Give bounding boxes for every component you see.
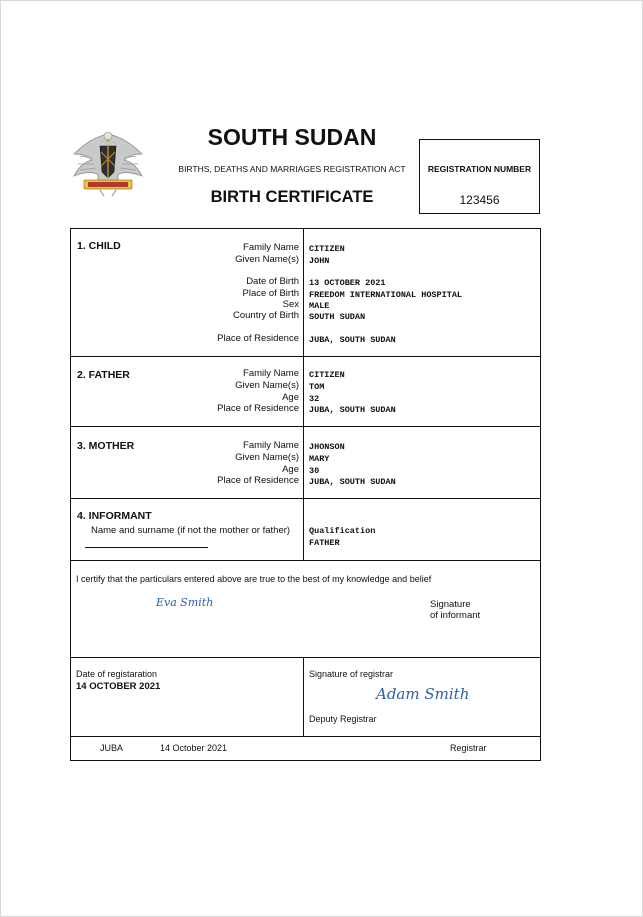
document-title: BIRTH CERTIFICATE	[210, 188, 374, 206]
child-date-of-birth-label: Date of Birth	[246, 276, 299, 287]
child-residence-label: Place of Residence	[217, 333, 299, 344]
child-place-of-birth-value: FREEDOM INTERNATIONAL HOSPITAL	[309, 290, 463, 300]
registration-number-value: 123456	[459, 193, 500, 207]
child-sex-label: Sex	[282, 299, 299, 310]
deputy-registrar-label: Deputy Registrar	[309, 714, 377, 724]
registration-number-label: REGISTRATION NUMBER	[427, 164, 532, 174]
divider	[71, 657, 540, 658]
child-place-of-birth-label: Place of Birth	[242, 288, 299, 299]
registrar-signature-label: Signature of registrar	[309, 669, 394, 679]
informant-qualification-label: Qualification	[309, 526, 376, 536]
certification-statement: I certify that the particulars entered above are true to the best of my knowledge and belief	[76, 574, 432, 584]
mother-residence-value: JUBA, SOUTH SUDAN	[309, 477, 396, 487]
father-residence-label: Place of Residence	[217, 403, 299, 414]
footer-role: Registrar	[450, 743, 487, 753]
column-divider	[303, 229, 304, 560]
informant-name-line	[85, 547, 208, 548]
mother-age-value: 30	[309, 466, 320, 476]
registration-date-value: 14 OCTOBER 2021	[76, 681, 161, 692]
divider	[71, 356, 540, 357]
registrar-signature: Adam Smith	[376, 685, 470, 703]
registration-date-label: Date of registaration	[76, 669, 158, 679]
divider	[71, 498, 540, 499]
country-title: SOUTH SUDAN	[207, 124, 377, 150]
child-country-of-birth-label: Country of Birth	[233, 310, 299, 321]
father-family-name-label: Family Name	[243, 368, 299, 379]
informant-heading: 4. INFORMANT	[77, 510, 152, 522]
father-heading: 2. FATHER	[77, 369, 130, 381]
mother-residence-label: Place of Residence	[217, 475, 299, 486]
registration-number-box	[419, 139, 540, 214]
certificate-table	[70, 228, 541, 761]
child-heading: 1. CHILD	[77, 240, 121, 252]
informant-signature-label-line1: Signature	[430, 599, 471, 610]
child-date-of-birth-value: 13 OCTOBER 2021	[309, 278, 386, 288]
father-given-names-value: TOM	[309, 382, 325, 392]
mother-given-names-value: MARY	[309, 454, 330, 464]
mother-age-label: Age	[282, 464, 299, 475]
child-sex-value: MALE	[309, 301, 330, 311]
footer-place: JUBA	[100, 743, 124, 753]
child-given-names-label: Given Name(s)	[235, 254, 299, 265]
informant-name-label: Name and surname (if not the mother or father)	[91, 525, 291, 536]
footer-date: 14 October 2021	[160, 743, 228, 753]
father-given-names-label: Given Name(s)	[235, 380, 299, 391]
informant-signature: Eva Smith	[156, 596, 214, 609]
child-country-of-birth-value: SOUTH SUDAN	[309, 312, 366, 322]
mother-family-name-label: Family Name	[243, 440, 299, 451]
father-family-name-value: CITIZEN	[309, 370, 345, 380]
column-divider	[303, 657, 304, 736]
child-family-name-label: Family Name	[243, 242, 299, 253]
act-name: BIRTHS, DEATHS AND MARRIAGES REGISTRATION ACT	[178, 164, 406, 174]
father-residence-value: JUBA, SOUTH SUDAN	[309, 405, 396, 415]
mother-given-names-label: Given Name(s)	[235, 452, 299, 463]
child-family-name-value: CITIZEN	[309, 244, 345, 254]
mother-family-name-value: JHONSON	[309, 442, 345, 452]
father-age-value: 32	[309, 394, 320, 404]
father-age-label: Age	[282, 392, 299, 403]
child-given-names-value: JOHN	[309, 256, 330, 266]
divider	[71, 560, 540, 561]
mother-heading: 3. MOTHER	[77, 440, 135, 452]
divider	[71, 426, 540, 427]
divider	[71, 736, 540, 737]
informant-signature-label-line2: of informant	[430, 610, 481, 621]
coat-of-arms-eagle-icon	[70, 124, 146, 204]
informant-qualification-value: FATHER	[309, 538, 340, 548]
child-residence-value: JUBA, SOUTH SUDAN	[309, 335, 396, 345]
